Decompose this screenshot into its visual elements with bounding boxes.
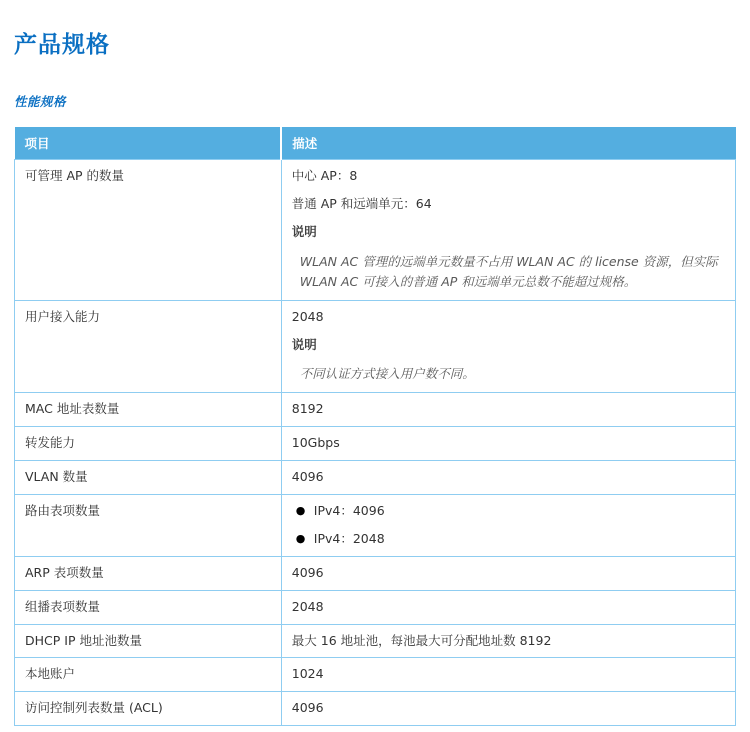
item-cell: 访问控制列表数量 (ACL) (15, 692, 282, 726)
spec-table (14, 127, 736, 726)
desc-cell (281, 461, 735, 495)
desc-cell (281, 692, 735, 726)
desc-text: 2048 (291, 308, 324, 324)
item-cell: 可管理 AP 的数量 (15, 160, 282, 301)
item-cell: MAC 地址表数量 (15, 393, 282, 427)
desc-cell (281, 624, 735, 658)
bullet-list-item (292, 503, 725, 520)
note-text: 不同认证方式接入用户数不同。 (299, 366, 475, 382)
item-cell: 转发能力 (15, 427, 282, 461)
bullet-text: IPv4：4096 (313, 503, 385, 518)
desc-text: 4096 (291, 469, 324, 485)
table-row (15, 393, 736, 427)
item-cell: ARP 表项数量 (15, 556, 282, 590)
item-cell: VLAN 数量 (15, 461, 282, 495)
desc-cell (281, 590, 735, 624)
desc-cell (281, 658, 735, 692)
desc-text: 1024 (291, 666, 324, 682)
item-cell: DHCP IP 地址池数量 (15, 624, 282, 658)
note-label: 说明 (291, 223, 317, 239)
desc-text: 最大 16 地址池，每池最大可分配地址数 8192 (291, 632, 552, 648)
desc-text: 4096 (291, 700, 324, 716)
desc-text: 2048 (291, 598, 324, 614)
table-row (15, 160, 736, 301)
item-cell: 组播表项数量 (15, 590, 282, 624)
page-title: 产品规格 (14, 32, 110, 58)
table-row (15, 658, 736, 692)
table-row (15, 624, 736, 658)
section-title: 性能规格 (14, 94, 67, 109)
bullet-text: IPv4：2048 (313, 530, 385, 546)
bullet-list-item (292, 531, 725, 548)
desc-cell (281, 160, 735, 301)
item-cell: 本地账户 (15, 658, 282, 692)
table-row (15, 427, 736, 461)
desc-text: 10Gbps (291, 435, 340, 451)
table-row (15, 461, 736, 495)
item-cell: 路由表项数量 (15, 495, 282, 557)
desc-cell (281, 300, 735, 393)
desc-text: 4096 (291, 564, 324, 580)
table-row (15, 692, 736, 726)
table-row (15, 556, 736, 590)
column-header-item: 项目 (15, 127, 282, 160)
desc-text: 普通 AP 和远端单元：64 (291, 195, 432, 211)
table-row (15, 590, 736, 624)
table-row (15, 300, 736, 393)
desc-cell (281, 556, 735, 590)
bullet-icon: ● (295, 504, 306, 517)
desc-text: 中心 AP：8 (291, 168, 358, 183)
desc-cell (281, 427, 735, 461)
note-label: 说明 (291, 336, 317, 352)
table-row (15, 495, 736, 557)
desc-cell (281, 393, 735, 427)
desc-text: 8192 (291, 401, 324, 417)
note-text: WLAN AC 管理的远端单元数量不占用 WLAN AC 的 license 资源，但实际 WLAN AC 可接入的普通 AP 和远端单元总数不能超过规格。 (299, 253, 718, 289)
item-cell: 用户接入能力 (15, 300, 282, 393)
bullet-icon: ● (295, 531, 306, 545)
column-header-desc: 描述 (281, 127, 735, 160)
desc-cell (281, 495, 735, 557)
table-header-row (15, 127, 736, 160)
